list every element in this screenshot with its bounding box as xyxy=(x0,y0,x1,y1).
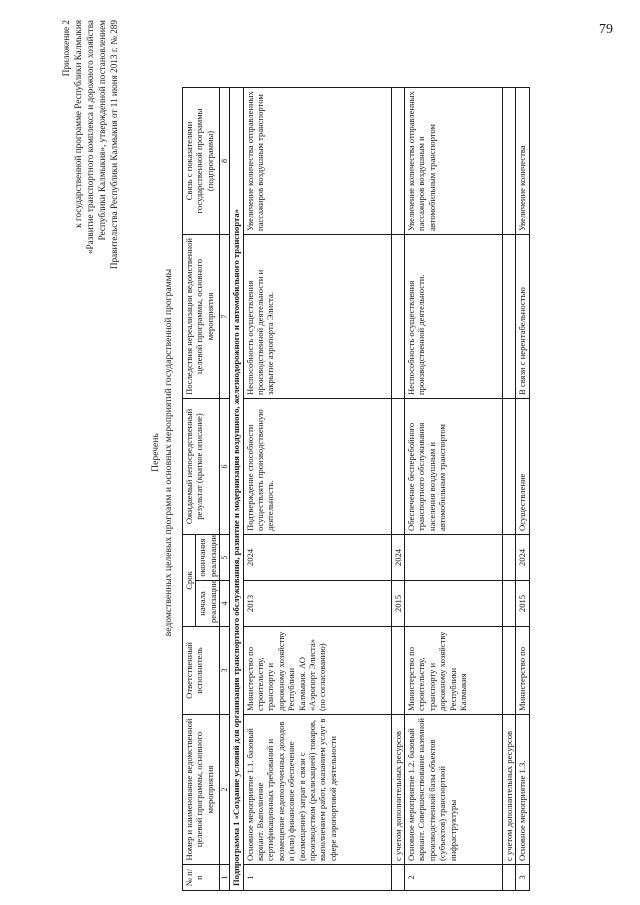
appendix-header xyxy=(60,20,120,340)
consequence xyxy=(391,234,404,398)
responsible-executor: Министерство по строительству, транспорту и дорожному хозяйству Республики Калмыкия. АО «Аэропорт Элиста» (по согласованию) xyxy=(243,627,391,715)
table-row xyxy=(405,87,503,890)
activity-name: с учетом дополнительных ресурсов xyxy=(391,715,404,865)
table-row xyxy=(516,87,529,890)
subprogram-title xyxy=(230,87,243,890)
expected-result: Подтверждение способности осуществлять производственную деятельность. xyxy=(243,398,391,534)
indicator-link xyxy=(391,87,404,234)
expected-result: Осуществление xyxy=(516,398,529,534)
expected-result xyxy=(391,398,404,534)
start-year xyxy=(503,581,516,627)
activity-name: Основное мероприятие 1.2. базовый вариант. Совершенствование наземной производственной базы объектов (субъектов) транспортной инфраструктуры xyxy=(405,715,503,865)
column-number: 6 xyxy=(220,398,230,534)
row-number: 1 xyxy=(243,865,391,891)
responsible-executor xyxy=(391,627,404,715)
subprogram-row xyxy=(230,87,243,890)
page-number: 79 xyxy=(599,22,613,37)
table-row xyxy=(391,87,404,890)
end-year xyxy=(503,534,516,580)
header-line: «Развитие транспортного комплекса и дорожного хозяйства xyxy=(85,20,95,255)
header-cell: Ожидаемый непосредственный результат (краткое описание) xyxy=(183,398,220,534)
row-number: 2 xyxy=(405,865,503,891)
header-cell: Номер и наименование ведомственной целевой программы, основного мероприятия xyxy=(183,715,220,865)
column-number: 5 xyxy=(220,534,230,580)
header-cell: Связь с показателями государственной программы (подпрограммы) xyxy=(183,87,220,234)
activity-name: Основное мероприятие 1.3. xyxy=(516,715,529,865)
activity-name: с учетом дополнительных ресурсов xyxy=(503,715,516,865)
header-line: Правительства Республики Калмыкия от 11 июня 2013 г. № 289 xyxy=(109,20,119,270)
start-year: 2013 xyxy=(243,581,391,627)
subprogram-label: Подпрограмма 1 «Создание условий для организации транспортного обслуживания, развитие и модернизация воздушного, железнодорожного и автомобильного транспорта» xyxy=(231,209,242,886)
consequence: Неспособность осуществления производственной деятельности. xyxy=(405,234,503,398)
activity-name: Основное мероприятие 1.1. базовый вариант. Выполнение сертификационных требований и возмещение недополученных доходов и (или) финансовое обеспечение (возмещение) затрат в связи с производством (реализацией) товаров, выполнением работ, оказанием услуг в сфере аэропортовой деятельности xyxy=(243,715,391,865)
document-subtitle: ведомственных целевых программ и основных мероприятий государственной программы xyxy=(163,268,174,637)
header-cell: № п/п xyxy=(183,865,220,891)
start-year xyxy=(405,581,503,627)
column-number: 7 xyxy=(220,234,230,398)
indicator-link: Увеличение количества отправленных пассажиров воздушным транспортом xyxy=(243,87,391,234)
header-cell: Последствия нереализации ведомственной целевой программы, основного мероприятия xyxy=(183,234,220,398)
table-row xyxy=(503,87,516,890)
column-number: 3 xyxy=(220,627,230,715)
end-year: 2024 xyxy=(516,534,529,580)
consequence: В связи с нерентабельностью xyxy=(516,234,529,398)
expected-result xyxy=(503,398,516,534)
responsible-executor xyxy=(503,627,516,715)
row-number xyxy=(503,865,516,891)
consequence: Неспособность осуществления производственной деятельности и закрытие аэропорта Элиста. xyxy=(243,234,391,398)
end-year: 2024 xyxy=(391,534,404,580)
end-year: 2024 xyxy=(243,534,391,580)
start-year: 2015 xyxy=(391,581,404,627)
column-number: 4 xyxy=(220,581,230,627)
table-row xyxy=(243,87,391,890)
table-header-row xyxy=(183,87,196,890)
column-number: 2 xyxy=(220,715,230,865)
header-cell: начала реализации xyxy=(196,581,220,627)
column-number-row xyxy=(220,87,230,890)
responsible-executor: Министерство по строительству, транспорту и дорожному хозяйству Республики Калмыкия xyxy=(405,627,503,715)
expected-result: Обеспечение бесперебойного транспортного обслуживания населения воздушным и автомобильным транспортом xyxy=(405,398,503,534)
column-number: 1 xyxy=(220,865,230,891)
responsible-executor: Министерство по xyxy=(516,627,529,715)
column-number: 8 xyxy=(220,87,230,234)
header-line: Приложение 2 xyxy=(61,20,71,77)
row-number: 3 xyxy=(516,865,529,891)
programs-table xyxy=(182,87,530,891)
end-year xyxy=(405,534,503,580)
header-cell: окончания реализации xyxy=(196,534,220,580)
start-year: 2015 xyxy=(516,581,529,627)
header-line: Республики Калмыкия», утвержденной постановлением xyxy=(97,20,107,241)
header-cell: Ответственный исполнитель xyxy=(183,627,220,715)
indicator-link: Увеличение количества отправленных пассажиров воздушным и автомобильным транспортом xyxy=(405,87,503,234)
document-title: Перечень xyxy=(150,433,161,472)
header-line: к государственной программе Республики Калмыкия xyxy=(73,20,83,228)
consequence xyxy=(503,234,516,398)
row-number xyxy=(391,865,404,891)
header-cell: Срок xyxy=(183,534,196,626)
indicator-link: Увеличение количества xyxy=(516,87,529,234)
indicator-link xyxy=(503,87,516,234)
